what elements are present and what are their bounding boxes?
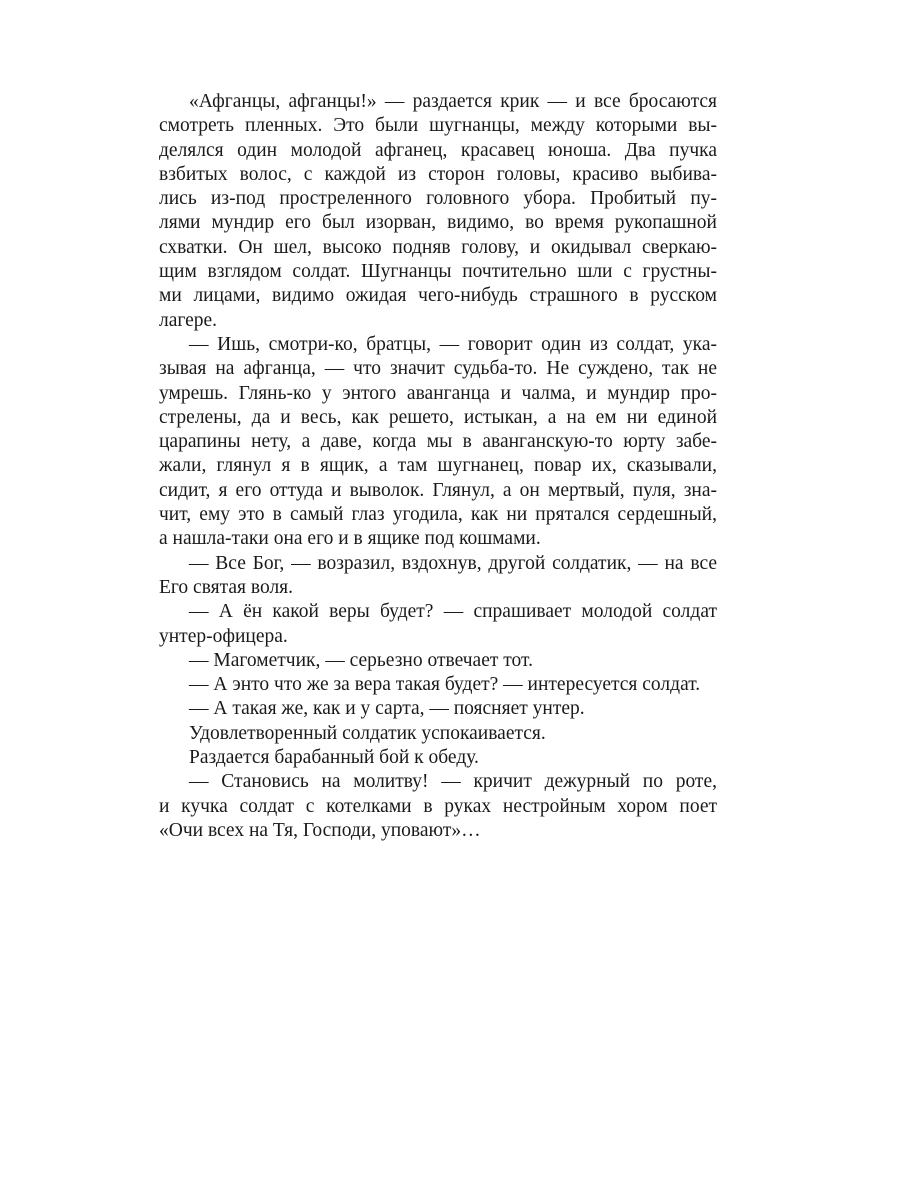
text-line: лись из-под простреленного головного убора. Пробитый пу- — [159, 188, 717, 210]
text-line: — Становись на молитву! — кричит дежурный по роте, — [189, 771, 717, 793]
text-line: — А энто что же за вера такая будет? — интересуется солдат. — [189, 674, 701, 696]
text-line: унтер-офицера. — [159, 625, 288, 647]
text-line: «Афганцы, афганцы!» — раздается крик — и все бросаются — [189, 91, 717, 112]
text-line: Его святая воля. — [159, 576, 294, 598]
body-text — [159, 90, 717, 843]
text-line: — Все Бог, — возразил, вздохнув, другой солдатик, — на все — [189, 552, 717, 574]
text-line: — А ён какой веры будет? — спрашивает молодой солдат — [189, 601, 717, 623]
text-line: лагере. — [159, 309, 218, 331]
text-line: щим взглядом солдат. Шугнанцы почтительно шли с грустны- — [159, 261, 717, 283]
text-line: умрешь. Глянь-ко у энтого аванганца и чалма, и мундир про- — [159, 382, 717, 404]
text-line: смотреть пленных. Это были шугнанцы, между которыми вы- — [159, 115, 717, 137]
text-line: сидит, я его оттуда и выволок. Глянул, а он мертвый, пуля, зна- — [159, 479, 717, 501]
text-line: стрелены, да и весь, как решето, истыкан, а на ем ни единой — [159, 406, 717, 428]
text-line: царапины нету, а даве, когда мы в аванганскую-то юрту забе- — [159, 431, 717, 453]
text-line: Удовлетворенный солдатик успокаивается. — [189, 722, 546, 744]
text-line: — А такая же, как и у сарта, — поясняет унтер. — [189, 698, 585, 720]
text-line: чит, ему это в самый глаз угодила, как ни прятался сердешный, — [159, 504, 717, 526]
text-line: взбитых волос, с каждой из сторон головы, красиво выбива- — [159, 163, 717, 185]
text-line: зывая на афганца, — что значит судьба-то. Не суждено, так не — [159, 358, 717, 380]
text-line: ми лицами, видимо ожидая чего-нибудь страшного в русском — [159, 285, 717, 307]
text-line: «Очи всех на Тя, Господи, уповают»… — [159, 819, 481, 841]
text-line: лями мундир его был изорван, видимо, во время рукопашной — [159, 212, 717, 234]
text-line: — Магометчик, — серьезно отвечает тот. — [189, 649, 533, 671]
text-line: — Ишь, смотри-ко, братцы, — говорит один из солдат, ука- — [189, 333, 717, 355]
text-line: жали, глянул я в ящик, а там шугнанец, повар их, сказывали, — [159, 455, 717, 477]
text-line: Раздается барабанный бой к обеду. — [189, 747, 479, 769]
text-line: а нашла-таки она его и в ящике под кошмами. — [159, 528, 541, 550]
text-line: и кучка солдат с котелками в руках нестройным хором поет — [159, 795, 717, 817]
text-line: схватки. Он шел, высоко подняв голову, и окидывал сверкаю- — [159, 236, 717, 258]
text-line: делялся один молодой афганец, красавец юноша. Два пучка — [159, 139, 717, 161]
